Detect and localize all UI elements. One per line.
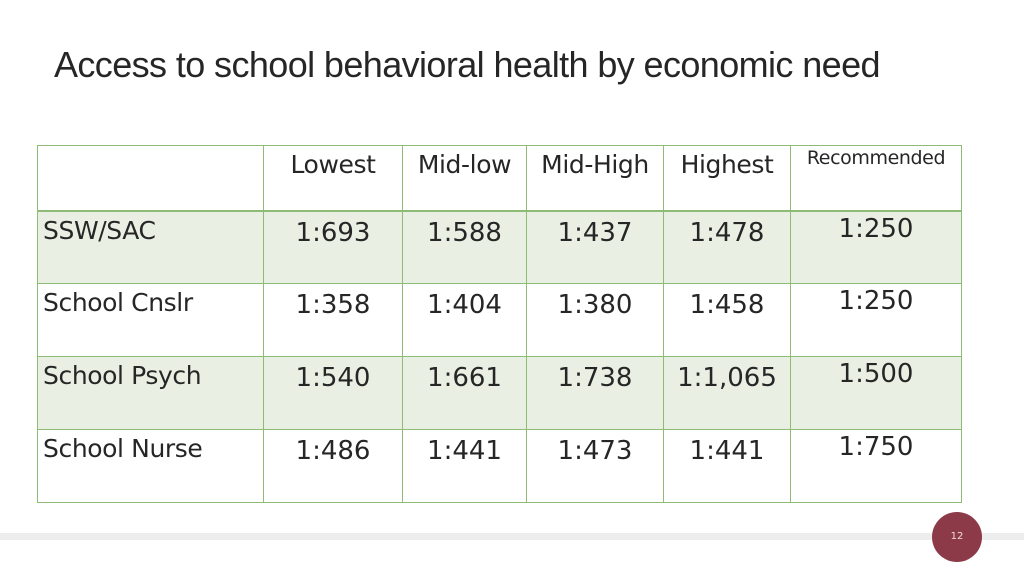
table-cell: 1:458 — [664, 284, 791, 357]
header-recommended: Recommended — [791, 146, 962, 211]
table-cell: 1:478 — [664, 211, 791, 284]
table-cell: 1:441 — [664, 430, 791, 503]
table-cell: 1:588 — [403, 211, 527, 284]
table-cell: 1:738 — [527, 357, 664, 430]
table-row — [38, 284, 962, 357]
table-row — [38, 357, 962, 430]
table-cell: 1:380 — [527, 284, 664, 357]
table-cell: 1:358 — [264, 284, 403, 357]
table-cell: 1:486 — [264, 430, 403, 503]
row-label: School Nurse — [38, 430, 264, 503]
header-mid-high: Mid-High — [527, 146, 664, 211]
recommended-cell: 1:250 — [791, 284, 962, 357]
footer-bar — [0, 533, 1024, 540]
table-row — [38, 211, 962, 284]
ratio-table — [37, 145, 962, 503]
slide-title: Access to school behavioral health by economic need — [54, 44, 880, 85]
header-mid-low: Mid-low — [403, 146, 527, 211]
recommended-cell: 1:500 — [791, 357, 962, 430]
table-row — [38, 430, 962, 503]
table-cell: 1:1,065 — [664, 357, 791, 430]
recommended-cell: 1:750 — [791, 430, 962, 503]
header-corner-cell — [38, 146, 264, 211]
table-cell: 1:473 — [527, 430, 664, 503]
row-label: SSW/SAC — [38, 211, 264, 284]
table-cell: 1:437 — [527, 211, 664, 284]
recommended-cell: 1:250 — [791, 211, 962, 284]
row-label: School Psych — [38, 357, 264, 430]
row-label: School Cnslr — [38, 284, 264, 357]
table-cell: 1:540 — [264, 357, 403, 430]
table-cell: 1:661 — [403, 357, 527, 430]
table-header-row — [38, 146, 962, 211]
table-cell: 1:441 — [403, 430, 527, 503]
table-cell: 1:404 — [403, 284, 527, 357]
header-lowest: Lowest — [264, 146, 403, 211]
header-highest: Highest — [664, 146, 791, 211]
table-cell: 1:693 — [264, 211, 403, 284]
page-number-badge: 12 — [932, 512, 982, 562]
